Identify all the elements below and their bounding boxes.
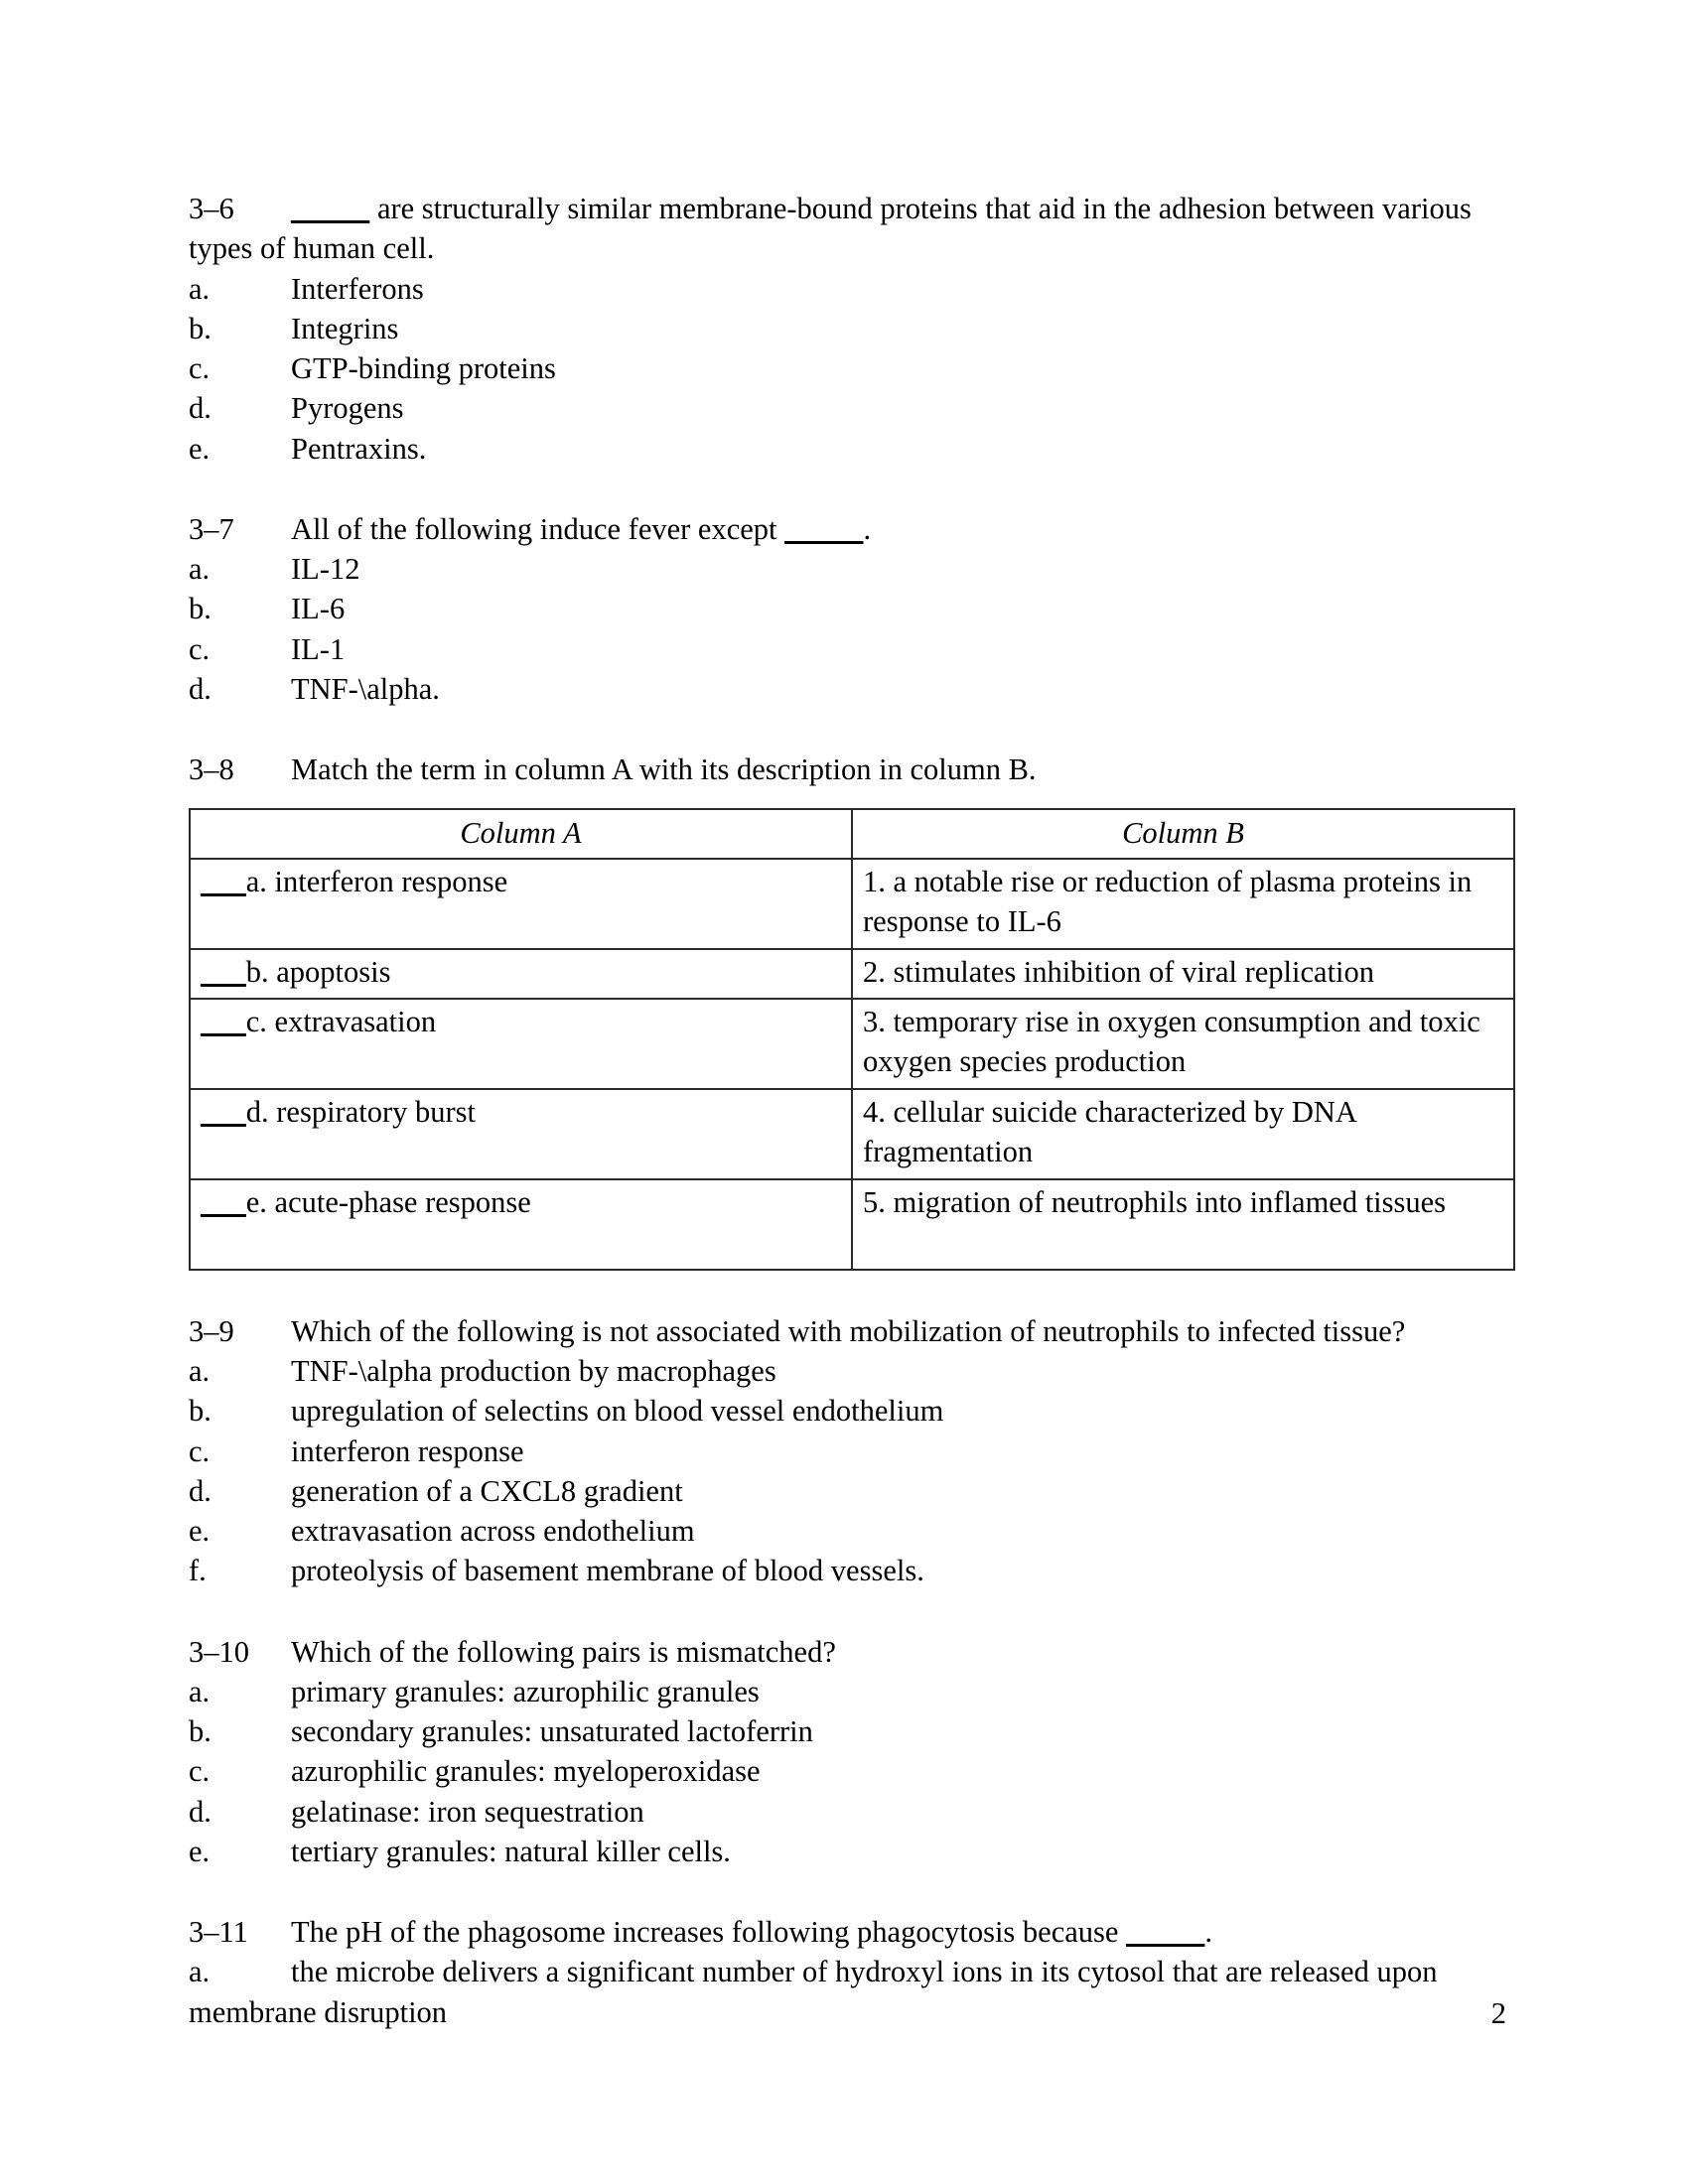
block-spacer (189, 709, 1506, 750)
matching-table (189, 808, 1515, 1271)
question-text-tail: . (863, 511, 872, 546)
option-label: f. (189, 1554, 207, 1588)
term-cell[interactable] (190, 949, 852, 999)
option-label: d. (189, 1794, 211, 1829)
option-label: a. (189, 1955, 211, 1989)
block-spacer (189, 469, 1506, 509)
option-d (189, 1471, 1506, 1511)
question-3-7 (189, 509, 1506, 709)
term-text: b. apoptosis (245, 954, 391, 989)
question-number: 3–11 (189, 1915, 248, 1950)
option-c (189, 1751, 1506, 1791)
option-f (189, 1551, 1506, 1590)
question-text: are structurally similar membrane-bound proteins that aid in the adhesion between various types of human cell. (189, 192, 1472, 266)
option-label: c. (189, 631, 211, 666)
option-text: secondary granules: unsaturated lactoferrin (291, 1714, 813, 1749)
document-body (189, 189, 1506, 2032)
option-c (189, 348, 1506, 388)
option-text: proteolysis of basement membrane of blood vessels. (291, 1554, 924, 1588)
term-text: d. respiratory burst (245, 1094, 476, 1129)
option-label: c. (189, 1433, 211, 1468)
option-label: b. (189, 1714, 211, 1749)
option-text: azurophilic granules: myeloperoxidase (291, 1754, 761, 1789)
description-cell: 2. stimulates inhibition of viral replication (852, 949, 1514, 999)
question-number: 3–10 (189, 1634, 249, 1669)
option-text: Integrins (291, 311, 399, 345)
option-b (189, 1711, 1506, 1751)
answer-blank[interactable]: ___ (201, 1184, 246, 1219)
question-3-10 (189, 1632, 1506, 1872)
option-label: e. (189, 1834, 211, 1868)
description-cell: 1. a notable rise or reduction of plasma proteins in response to IL-6 (852, 859, 1514, 949)
question-stem (189, 509, 1506, 549)
term-text: a. interferon response (245, 864, 508, 898)
page-number: 2 (1490, 1995, 1506, 2030)
option-text: interferon response (291, 1433, 524, 1468)
option-text: IL-6 (291, 592, 346, 626)
option-d (189, 669, 1506, 709)
answer-blank[interactable]: ___ (201, 1094, 246, 1129)
answer-blank[interactable]: ___ (201, 864, 246, 898)
option-c (189, 1432, 1506, 1471)
option-label: c. (189, 1754, 211, 1789)
option-a (189, 1952, 1506, 2032)
option-a (189, 269, 1506, 309)
fill-in-blank: _____ (784, 511, 864, 546)
option-e (189, 1511, 1506, 1551)
option-b (189, 1391, 1506, 1431)
column-b-header: Column B (852, 809, 1514, 859)
term-cell[interactable] (190, 1179, 852, 1270)
option-a (189, 549, 1506, 589)
option-a (189, 1351, 1506, 1391)
question-text: Which of the following is not associated with mobilization of neutrophils to infected tissue? (291, 1313, 1406, 1348)
option-a (189, 1672, 1506, 1711)
option-label: c. (189, 351, 211, 385)
question-text: The pH of the phagosome increases following phagocytosis because (291, 1915, 1127, 1950)
option-label: e. (189, 1514, 211, 1549)
option-text: Interferons (291, 271, 424, 306)
option-label: d. (189, 1473, 211, 1508)
option-label: b. (189, 592, 211, 626)
table-row (190, 859, 1514, 949)
option-label: b. (189, 1394, 211, 1429)
option-label: a. (189, 552, 211, 586)
option-label: a. (189, 1674, 211, 1708)
option-label: b. (189, 311, 211, 345)
question-3-9 (189, 1311, 1506, 1591)
question-stem (189, 189, 1506, 269)
option-label: e. (189, 431, 211, 466)
option-label: d. (189, 671, 211, 706)
question-3-6 (189, 189, 1506, 469)
question-text: Which of the following pairs is mismatched? (291, 1634, 836, 1669)
option-text: primary granules: azurophilic granules (291, 1674, 760, 1708)
fill-in-blank: _____ (291, 192, 370, 225)
option-b (189, 589, 1506, 628)
option-label: d. (189, 391, 211, 426)
description-cell: 5. migration of neutrophils into inflamed tissues (852, 1179, 1514, 1270)
question-number: 3–6 (189, 192, 234, 225)
option-text: tertiary granules: natural killer cells. (291, 1834, 731, 1868)
option-text: IL-1 (291, 631, 346, 666)
table-row (190, 999, 1514, 1089)
question-text: All of the following induce fever except (291, 511, 785, 546)
answer-blank[interactable]: ___ (201, 1004, 246, 1038)
answer-blank[interactable]: ___ (201, 954, 246, 989)
option-text: IL-12 (291, 552, 360, 586)
option-d (189, 388, 1506, 428)
option-text: Pyrogens (291, 391, 404, 426)
question-stem (189, 750, 1506, 789)
option-d (189, 1792, 1506, 1832)
option-text: generation of a CXCL8 gradient (291, 1473, 683, 1508)
term-text: e. acute-phase response (245, 1184, 531, 1219)
question-text: Match the term in column A with its description in column B. (291, 752, 1037, 786)
option-e (189, 1832, 1506, 1871)
option-text: Pentraxins. (291, 431, 427, 466)
option-label: a. (189, 271, 211, 306)
term-text: c. extravasation (245, 1004, 437, 1038)
term-cell[interactable] (190, 1089, 852, 1179)
question-number: 3–7 (189, 511, 234, 546)
question-stem (189, 1632, 1506, 1672)
option-text: TNF-\alpha. (291, 671, 440, 706)
question-3-8 (189, 750, 1506, 789)
block-spacer (189, 1591, 1506, 1632)
option-c (189, 629, 1506, 669)
option-text: GTP-binding proteins (291, 351, 556, 385)
option-label: a. (189, 1354, 211, 1389)
term-cell[interactable] (190, 859, 852, 949)
block-spacer (189, 1271, 1506, 1311)
description-cell: 4. cellular suicide characterized by DNA fragmentation (852, 1089, 1514, 1179)
option-e (189, 429, 1506, 469)
option-b (189, 309, 1506, 348)
question-number: 3–9 (189, 1313, 234, 1348)
question-text-tail: . (1204, 1915, 1212, 1950)
table-row (190, 1089, 1514, 1179)
option-text: extravasation across endothelium (291, 1514, 695, 1549)
question-stem (189, 1912, 1506, 1952)
table-header-row (190, 809, 1514, 859)
option-text: the microbe delivers a significant number of hydroxyl ions in its cytosol that are released upon membrane disruption (189, 1955, 1446, 2029)
option-text: upregulation of selectins on blood vessel endothelium (291, 1394, 944, 1429)
column-a-header: Column A (190, 809, 852, 859)
question-stem (189, 1311, 1506, 1351)
option-text: TNF-\alpha production by macrophages (291, 1354, 776, 1389)
fill-in-blank: _____ (1126, 1915, 1205, 1950)
table-row (190, 1179, 1514, 1270)
question-number: 3–8 (189, 752, 234, 786)
question-3-11 (189, 1912, 1506, 2032)
table-row (190, 949, 1514, 999)
option-text: gelatinase: iron sequestration (291, 1794, 644, 1829)
description-cell: 3. temporary rise in oxygen consumption and toxic oxygen species production (852, 999, 1514, 1089)
term-cell[interactable] (190, 999, 852, 1089)
block-spacer (189, 1871, 1506, 1912)
